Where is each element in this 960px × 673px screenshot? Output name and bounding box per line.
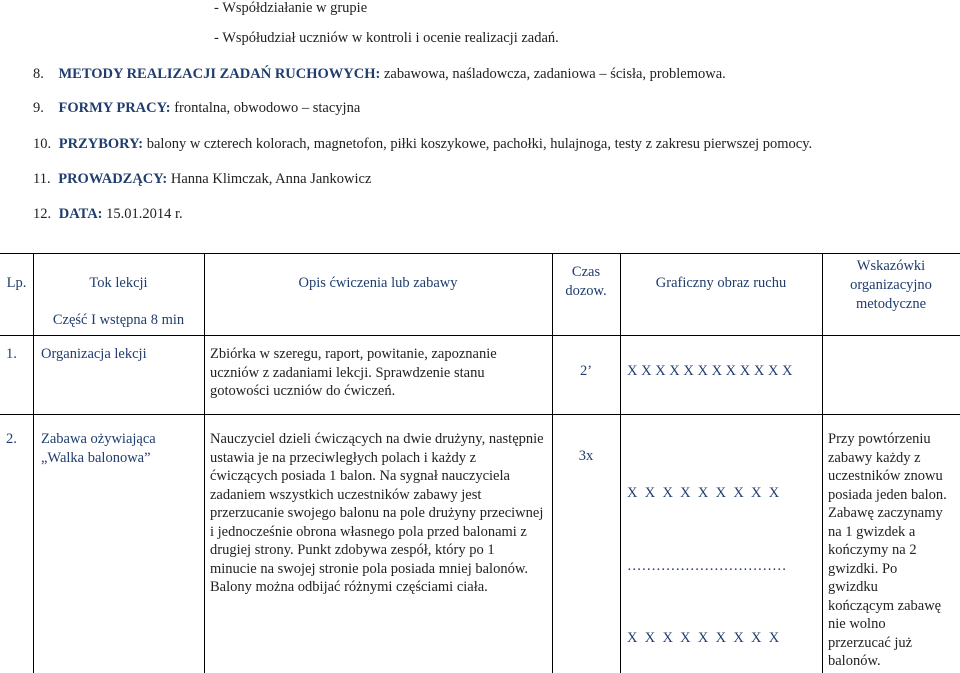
diagram-team-line: X X X X X X X X X (627, 485, 780, 501)
item-number: 11. (33, 171, 51, 187)
item-forms (33, 100, 360, 117)
description-line: przerzucanie swojego balonu na pole drużyny przeciwnej (210, 505, 544, 521)
item-number: 8. (33, 66, 44, 82)
row-1-duration: 2’ (579, 363, 593, 379)
bullet-participation: - Współudział uczniów w kontroli i ocenie realizacji zadań. (214, 30, 559, 46)
item-label: METODY REALIZACJI ZADAŃ RUCHOWYCH: (58, 66, 381, 82)
col-divider (620, 253, 621, 673)
table-header-border (0, 335, 960, 336)
guidance-line: Zabawę zaczynamy (828, 505, 943, 521)
item-value: frontalna, obwodowo – stacyjna (170, 100, 361, 116)
item-label: PROWADZĄCY: (58, 171, 168, 187)
bullet-cooperation: - Współdziałanie w grupie (214, 0, 368, 16)
description-line: minucie na swojej stronie pola posiada mniej balonów. (210, 560, 528, 577)
guidance-line: posiada jeden balon. (828, 486, 947, 503)
table-top-border (0, 253, 960, 254)
item-value: zabawowa, naśladowcza, zadaniowa – ścisła, problemowa. (380, 66, 726, 82)
header-guidance-line: organizacyjno (850, 277, 932, 293)
item-methods (33, 66, 726, 83)
row-2-movement-diagram (627, 447, 787, 666)
row-2-description (210, 430, 544, 597)
row-1-movement-diagram: X X X X X X X X X X X X (627, 363, 793, 379)
item-equipment (33, 136, 812, 153)
description-line: zadaniem wszystkich uczestników zabawy jest (210, 486, 482, 503)
guidance-line: balonów. (828, 653, 881, 669)
guidance-line: przerzucać już (828, 634, 913, 651)
item-label: PRZYBORY: (58, 136, 144, 152)
item-value: 15.01.2014 r. (102, 206, 183, 222)
row-2-duration: 3x (578, 448, 594, 464)
description-line: ćwiczących posiada 1 balon. Na sygnał nauczyciela (210, 468, 510, 484)
section-title: Część I wstępna 8 min (52, 312, 185, 328)
header-lp: Lp. (6, 275, 27, 291)
guidance-line: na 1 gwizdek a (828, 523, 916, 540)
item-number: 12. (33, 206, 52, 222)
item-number: 9. (33, 100, 44, 116)
header-duration (552, 263, 620, 301)
row-1-lp: 1. (6, 346, 17, 362)
guidance-line: gwizdki. Po (828, 560, 898, 577)
header-guidance-line: Wskazówki (856, 258, 926, 274)
item-date (33, 206, 183, 223)
diagram-team-line: X X X X X X X X X (627, 630, 780, 646)
description-line: gotowości uczniów do ćwiczeń. (210, 383, 396, 399)
description-line: ustawia je na przeciwległych polach i każdy z (210, 449, 477, 466)
item-value: balony w czterech kolorach, magnetofon, piłki koszykowe, pachołki, hulajnoga, testy z zakresu pierwszej pomocy. (143, 136, 813, 152)
header-exercise-description: Opis ćwiczenia lub zabawy (298, 275, 458, 291)
guidance-line: nie wolno (828, 616, 886, 632)
row-2-guidance (828, 430, 947, 671)
header-duration-line: Czas (571, 264, 601, 280)
item-label: DATA: (58, 206, 103, 222)
item-number: 10. (33, 136, 52, 152)
header-graphic-movement: Graficzny obraz ruchu (655, 275, 787, 291)
item-leaders (33, 171, 371, 188)
row-2-lesson-course (41, 430, 156, 467)
header-lesson-course: Tok lekcji (89, 275, 148, 291)
lesson-course-line: Zabawa ożywiająca (41, 431, 156, 447)
guidance-line: Przy powtórzeniu (828, 431, 931, 447)
description-line: Zbiórka w szeregu, raport, powitanie, zapoznanie (210, 346, 497, 362)
lesson-course-line: „Walka balonowa” (41, 449, 151, 466)
row-1-description (210, 345, 497, 401)
header-guidance (822, 257, 960, 314)
guidance-line: uczestników znowu (828, 468, 943, 484)
header-guidance-line: metodyczne (855, 296, 927, 312)
guidance-line: gwizdku (828, 579, 878, 595)
guidance-line: kończącym zabawę (828, 597, 942, 614)
item-label: FORMY PRACY: (58, 100, 171, 116)
description-line: Balony można odbijać różnymi częściami ciała. (210, 579, 488, 595)
description-line: uczniów z zadaniami lekcji. Sprawdzenie stanu (210, 364, 485, 381)
header-duration-line: dozow. (565, 283, 607, 299)
guidance-line: kończymy na 2 (828, 542, 917, 558)
description-line: Nauczyciel dzieli ćwiczących na dwie drużyny, następnie (210, 431, 544, 447)
row-1-lesson-course: Organizacja lekcji (41, 346, 147, 362)
description-line: i jednocześnie obrona własnego pola przed balonami z (210, 523, 527, 540)
diagram-divider-line: …………………………… (627, 557, 787, 574)
guidance-line: zabawy każdy z (828, 449, 921, 466)
row-2-lp: 2. (6, 431, 17, 447)
description-line: drugiej strony. Punkt zdobywa zespół, który po 1 (210, 542, 495, 558)
col-divider (204, 253, 205, 673)
col-divider (822, 253, 823, 673)
table-row-border (0, 414, 960, 415)
item-value: Hanna Klimczak, Anna Jankowicz (167, 171, 372, 187)
